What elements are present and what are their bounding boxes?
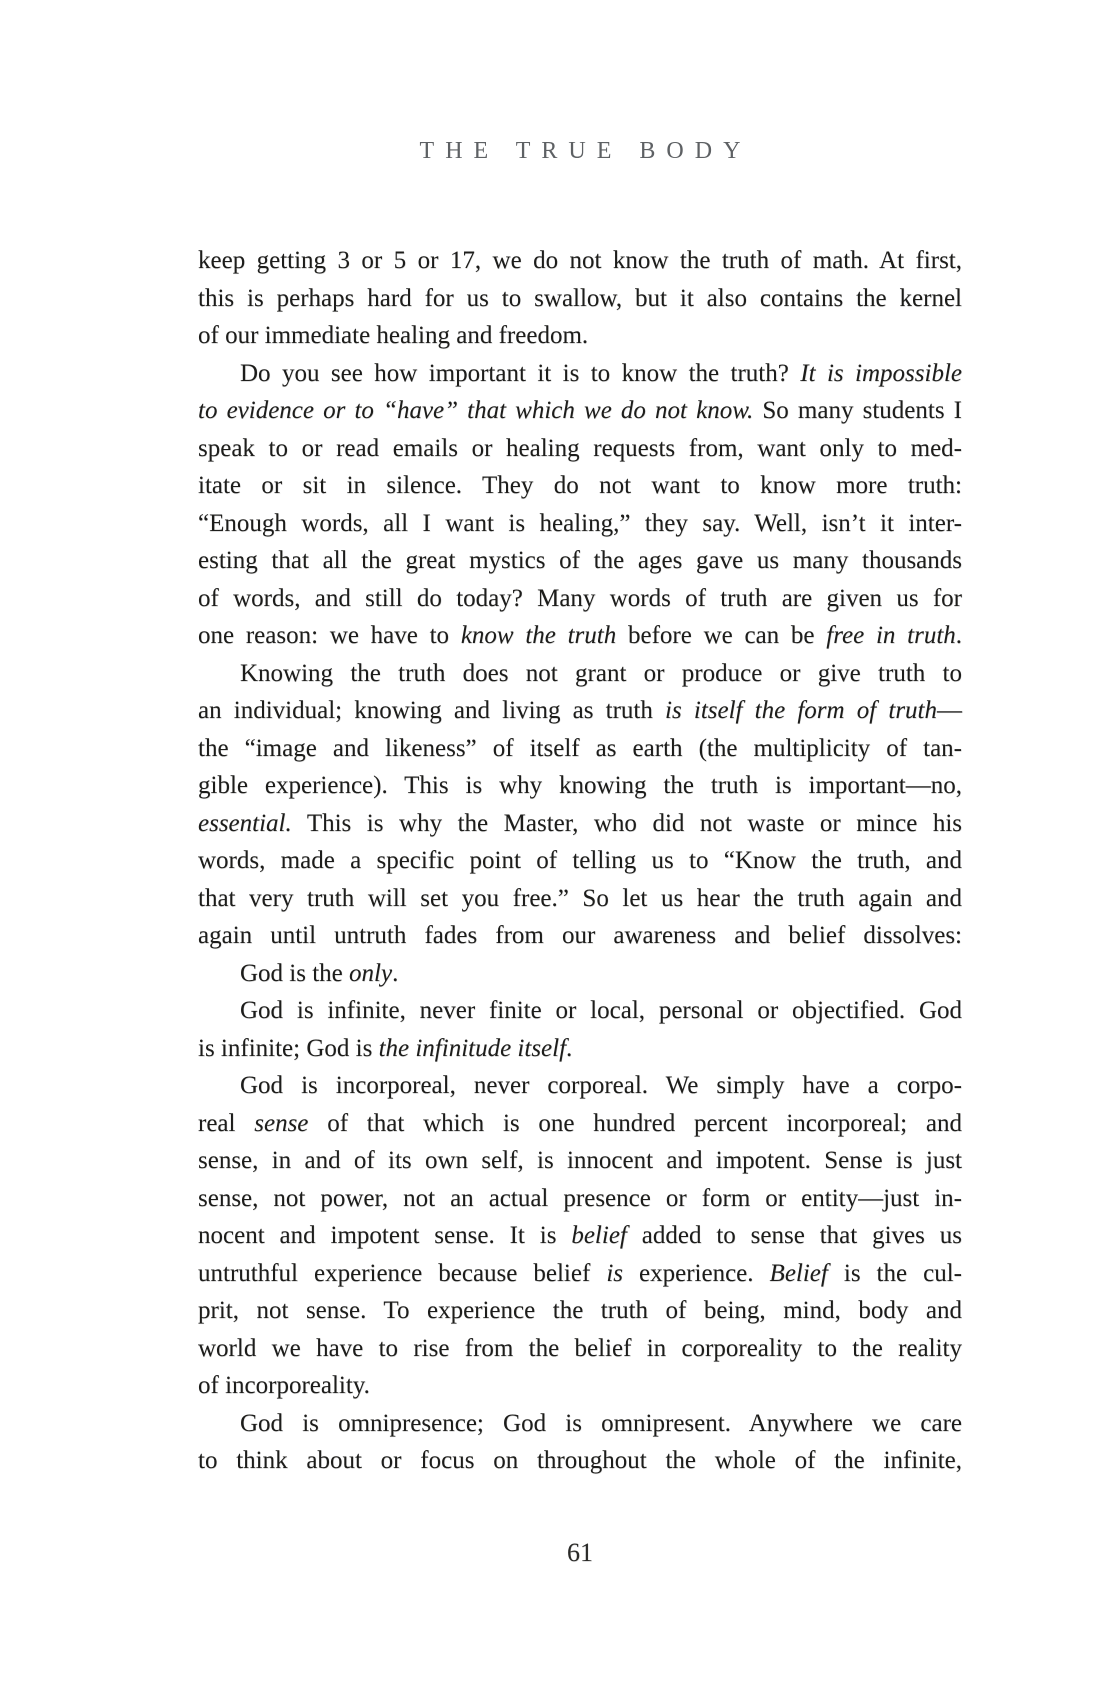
text-line: Do you see how important it is to know the truth? It is impossible — [240, 359, 962, 387]
page-number: 61 — [567, 1538, 593, 1567]
text-line: this is perhaps hard for us to swallow, but it also contains the kernel — [198, 284, 962, 312]
text-line: the “image and likeness” of itself as earth (the multiplicity of tan- — [198, 734, 962, 762]
text-line: sense, not power, not an actual presence or form or entity—just in- — [198, 1184, 962, 1212]
text-line: words, made a specific point of telling us to “Know the truth, and — [198, 847, 962, 874]
running-header: THE TRUE BODY — [419, 138, 752, 164]
text-line: of our immediate healing and freedom. — [198, 322, 589, 349]
text-line: real sense of that which is one hundred percent incorporeal; and — [198, 1109, 962, 1137]
text-line: esting that all the great mystics of the ages gave us many thousands — [198, 547, 962, 574]
text-line: “Enough words, all I want is healing,” they say. Well, isn’t it inter- — [198, 509, 962, 537]
text-line: world we have to rise from the belief in corporeality to the reality — [198, 1334, 962, 1362]
text-line: gible experience). This is why knowing the truth is important—no, — [198, 772, 962, 799]
text-line: sense, in and of its own self, is innocent and impotent. Sense is just — [198, 1147, 962, 1174]
text-line: to think about or focus on throughout the whole of the infinite, — [198, 1447, 962, 1474]
text-line: to evidence or to “have” that which we do not know. So many students I — [198, 397, 962, 424]
text-line: one reason: we have to know the truth before we can be free in truth. — [198, 622, 963, 649]
text-line: an individual; knowing and living as truth is itself the form of truth— — [198, 697, 962, 724]
text-line: essential. This is why the Master, who did not waste or mince his — [198, 809, 962, 837]
text-line: itate or sit in silence. They do not want to know more truth: — [198, 472, 962, 499]
text-line: speak to or read emails or healing requests from, want only to med- — [198, 434, 962, 462]
page-body — [198, 242, 962, 1480]
text-line: nocent and impotent sense. It is belief added to sense that gives us — [198, 1222, 962, 1249]
text-line: of words, and still do today? Many words of truth are given us for — [198, 584, 962, 612]
text-line: God is infinite, never finite or local, personal or objectified. God — [240, 997, 962, 1024]
text-line: prit, not sense. To experience the truth of being, mind, body and — [198, 1297, 962, 1324]
text-line: is infinite; God is the infinitude itself. — [198, 1034, 573, 1062]
text-line: of incorporeality. — [198, 1372, 370, 1399]
text-line: keep getting 3 or 5 or 17, we do not know the truth of math. At first, — [198, 247, 962, 274]
text-line: again until untruth fades from our awareness and belief dissolves: — [198, 922, 962, 949]
text-line: Knowing the truth does not grant or produce or give truth to — [240, 659, 962, 687]
text-line: untruthful experience because belief is experience. Belief is the cul- — [198, 1259, 962, 1287]
text-line: God is the only. — [240, 959, 399, 987]
text-line: God is omnipresence; God is omnipresent. Anywhere we care — [240, 1409, 962, 1437]
text-line: that very truth will set you free.” So let us hear the truth again and — [198, 884, 962, 912]
text-line: God is incorporeal, never corporeal. We simply have a corpo- — [240, 1072, 962, 1099]
